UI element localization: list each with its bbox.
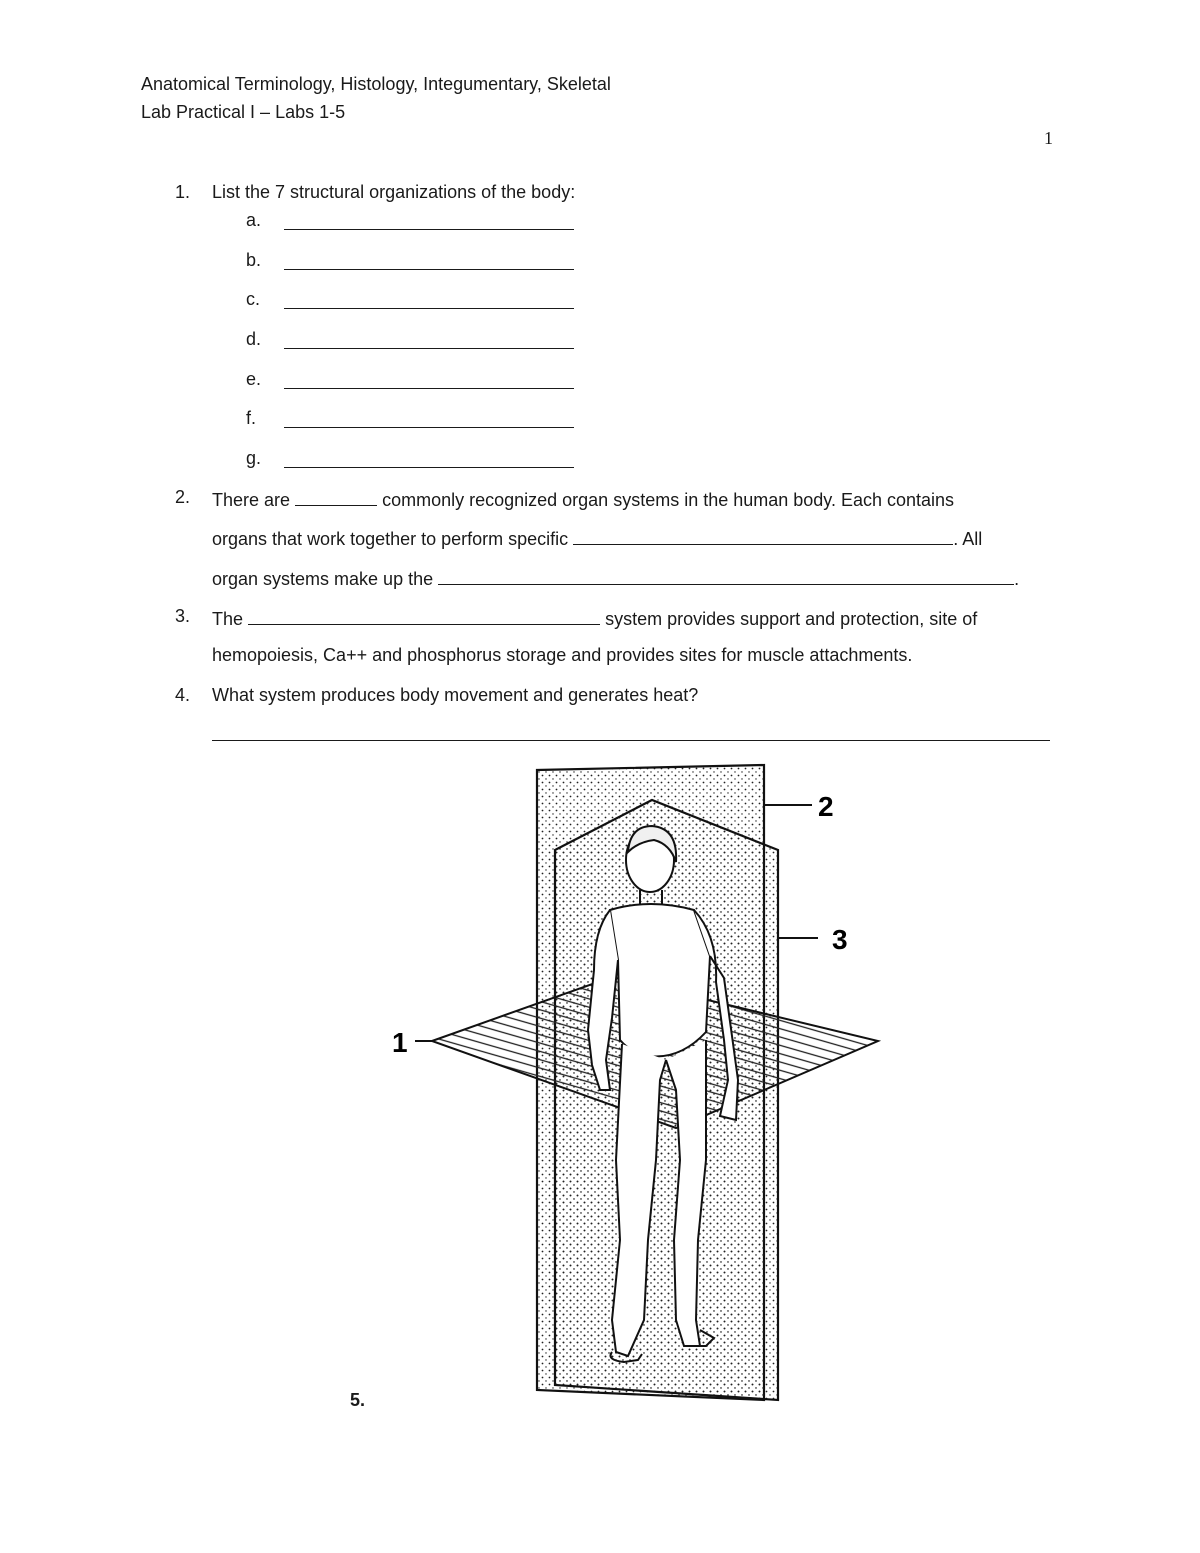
document-title: Anatomical Terminology, Histology, Integumentary, Skeletal (141, 74, 611, 94)
document-subtitle: Lab Practical I – Labs 1-5 (141, 102, 346, 122)
q4-answer-blank[interactable] (212, 740, 1050, 741)
q2-text-part: commonly recognized organ systems in the human body. Each contains (382, 490, 955, 510)
q2-text-part: organs that work together to perform specific (212, 529, 569, 549)
q1-answer-blank-b[interactable] (284, 269, 574, 270)
question-2-line-2 (212, 526, 982, 550)
q2-blank-functions[interactable] (573, 526, 953, 545)
q2-blank-organism[interactable] (438, 566, 1014, 585)
question-3-line-2: hemopoiesis, Ca++ and phosphorus storage and provides sites for muscle attachments. (212, 645, 913, 665)
q2-blank-count[interactable] (295, 487, 377, 506)
q2-text-part: . All (953, 529, 983, 549)
question-2-line-3 (212, 566, 1019, 590)
page-number: 1 (1044, 128, 1053, 148)
figure-label-2: 2 (818, 791, 834, 822)
body-planes-figure (380, 760, 900, 1405)
q1-answer-blank-c[interactable] (284, 308, 574, 309)
q2-text-part: There are (212, 490, 291, 510)
q3-text-part: The (212, 609, 244, 629)
q1-item-label: c. (246, 289, 261, 309)
question-1-text: List the 7 structural organizations of the body: (212, 182, 576, 202)
question-1-number: 1. (175, 182, 191, 202)
question-2-number: 2. (175, 487, 191, 507)
q1-item-label: g. (246, 448, 262, 468)
q1-answer-blank-g[interactable] (284, 467, 574, 468)
q1-item-label: d. (246, 329, 262, 349)
q1-answer-blank-e[interactable] (284, 388, 574, 389)
q1-item-label: f. (246, 408, 257, 428)
q2-text-part: . (1014, 569, 1020, 589)
question-3-number: 3. (175, 606, 191, 626)
question-3-line-1 (212, 606, 977, 630)
q3-text-part: system provides support and protection, site of (605, 609, 978, 629)
figure-label-3: 3 (832, 924, 848, 955)
q1-item-label: b. (246, 250, 262, 270)
question-4-number: 4. (175, 685, 191, 705)
q1-item-label: a. (246, 210, 262, 230)
q1-answer-blank-a[interactable] (284, 229, 574, 230)
q3-blank-system[interactable] (248, 606, 600, 625)
q1-item-label: e. (246, 369, 262, 389)
question-2-line-1 (212, 487, 954, 511)
figure-label-1: 1 (392, 1027, 408, 1058)
q1-answer-blank-d[interactable] (284, 348, 574, 349)
q2-text-part: organ systems make up the (212, 569, 434, 589)
q1-answer-blank-f[interactable] (284, 427, 574, 428)
question-4-text: What system produces body movement and generates heat? (212, 685, 699, 705)
question-5-number: 5. (350, 1390, 366, 1410)
